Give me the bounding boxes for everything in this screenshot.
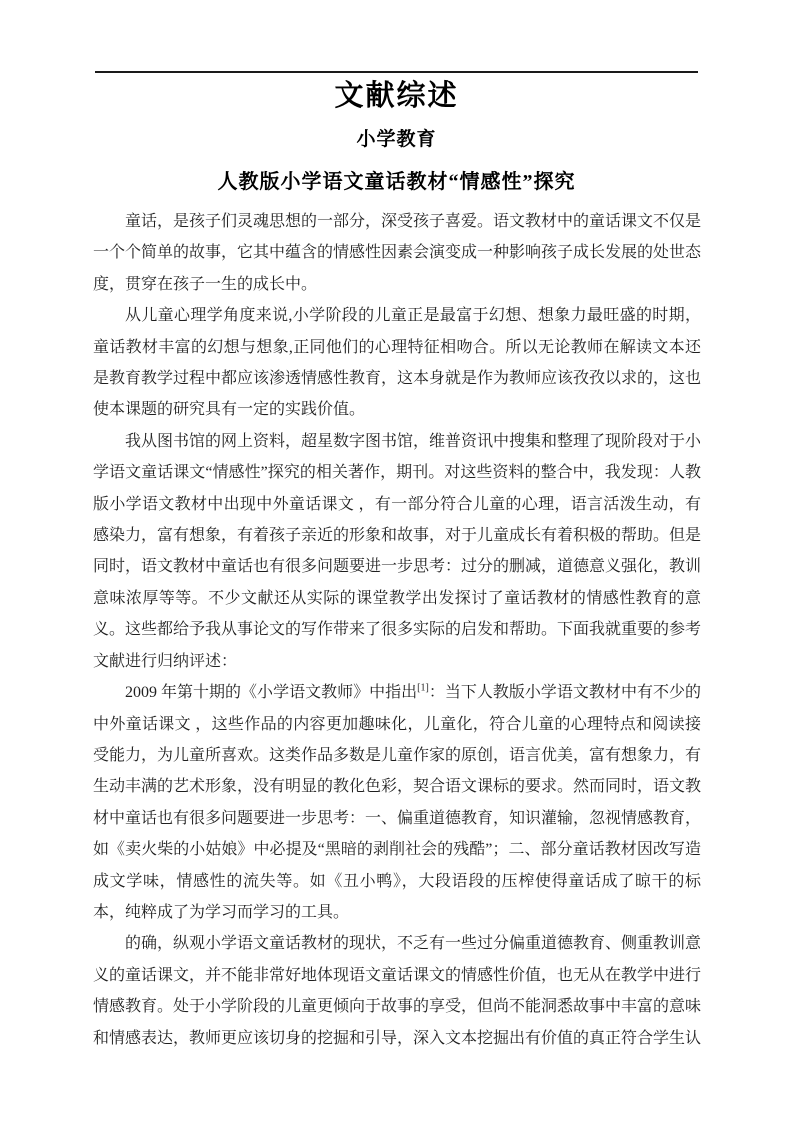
section-heading: 人教版小学语文童话教材“情感性”探究 xyxy=(217,171,576,193)
paragraph-child-psychology: 从儿童心理学角度来说,小学阶段的儿童正是最富于幻想、想象力最旺盛的时期，童话教材丰富的幻想与想象,正同他们的心理特征相吻合。所以无论教师在解读文本还是教育教学过程中都应该渗透情感性教育，这本身就是作为教师应该孜孜以求的，这也使本课题的研究具有一定的实践价值。 xyxy=(93,307,702,419)
footnote-reference-1: [1] xyxy=(417,682,429,694)
paragraph-intro: 童话，是孩子们灵魂思想的一部分，深受孩子喜爱。语文教材中的童话课文不仅是一个个简单的故事，它其中蕴含的情感性因素会演变成一种影响孩子成长发展的处世态度，贯穿在孩子一生的成长中。 xyxy=(93,213,702,293)
header-divider-rule xyxy=(95,71,698,73)
document-body xyxy=(93,206,701,1054)
paragraph-journal-citation xyxy=(93,677,701,928)
citation-text-before: 2009 年第十期的《小学语文教师》中指出 xyxy=(125,684,418,702)
document-subtitle: 小学教育 xyxy=(356,129,437,150)
paragraph-current-status: 的确，纵观小学语文童话教材的现状，不乏有一些过分偏重道德教育、侧重教训意义的童话课文，并不能非常好地体现语文童话课文的情感性价值，也无从在教学中进行情感教育。处于小学阶段的儿童更倾向于故事的享受，但尚不能洞悉故事中丰富的意味和情感表达，教师更应该切身的挖掘和引导，深入文本挖掘出有价值的真正符合学生认 xyxy=(93,935,702,1047)
document-title: 文献综述 xyxy=(334,80,459,112)
citation-text-after: ：当下人教版小学语文教材中有不少的中外童话课文 ，这些作品的内容更加趣味化，儿童化，符合儿童的心理特点和阅读接受能力，为儿童所喜欢。这类作品多数是儿童作家的原创，语言优美，富有想象力，有生动丰满的艺术形象，没有明显的教化色彩，契合语文课标的要求。然而同时，语文教材中童话也有很多问题要进一步思考：一、偏重道德教育，知识灌输，忽视情感教育，如《卖火柴的小姑娘》中必提及“黑暗的剥削社会的残酷”；二、部分童话教材因改写造成文学味，情感性的流失等。如《丑小鸭》，大段语段的压榨使得童话成了晾干的标本，纯粹成了为学习而学习的工具。 xyxy=(93,684,702,921)
paragraph-sources-overview: 我从图书馆的网上资料，超星数字图书馆，维普资讯中搜集和整理了现阶段对于小学语文童话课文“情感性”探究的相关著作，期刊。对这些资料的整合中，我发现：人教版小学语文教材中出现中外童话课文 ，有一部分符合儿童的心理，语言活泼生动，有感染力，富有想象，有着孩子亲近的形象和故事，对于儿童成长有着积极的帮助。但是同时，语文教材中童话也有很多问题要进一步思考：过分的删减，道德意义强化，教训意味浓厚等等。不少文献还从实际的课堂教学出发探讨了童话教材的情感性教育的意义。这些都给予我从事论文的写作带来了很多实际的启发和帮助。下面我就重要的参考文献进行归纳评述： xyxy=(93,432,702,670)
